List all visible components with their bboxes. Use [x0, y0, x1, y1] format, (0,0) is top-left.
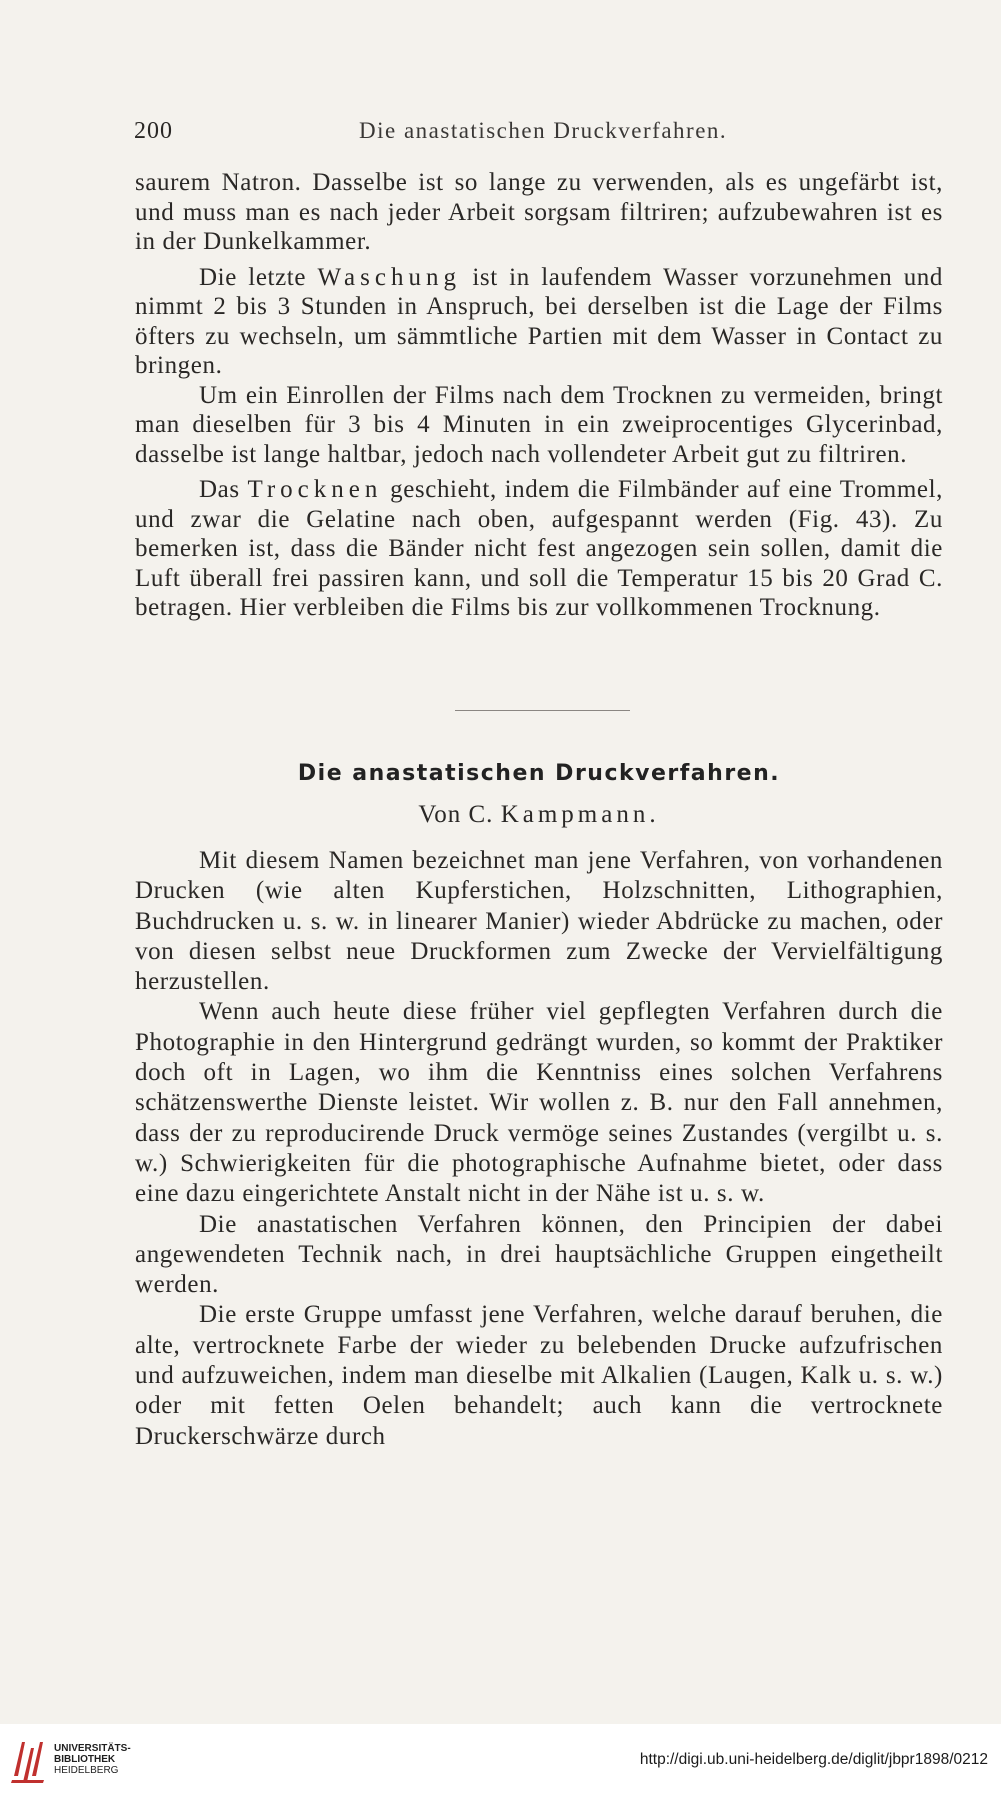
text-run: Wenn auch heute diese früher viel gepflegten Verfahren durch die Photographie in den Hintergrund gedrängt wurden, so kommt der Praktiker doch oft in Lagen, wo ihm die Kenntniss eines solchen Verfahrens schätzenswerthe Dienste leistet. Wir wollen z. B. nur den Fall annehmen, dass der zu reproducirende Druck vermöge seines Zustandes (vergilbt u. s. w.) Schwierigkeiten für die photographische Aufnahme bietet, oder dass eine dazu eingerichtete Anstalt nicht in der Nähe ist u. s. w.: [135, 998, 943, 1208]
text-run: Um ein Einrollen der Films nach dem Trocknen zu vermeiden, bringt man dieselben für 3 bis 4 Minuten in ein zweiprocentiges Glycerinbad, dasselbe ist lange haltbar, jedoch nach vollendeter Arbeit gut zu filtriren.: [135, 381, 943, 468]
article-title: Die anastatischen Druckverfahren.: [297, 761, 781, 786]
library-name-line: BIBLIOTHEK: [54, 1754, 116, 1765]
paragraph: [135, 381, 943, 470]
text-run: Die erste Gruppe umfasst jene Verfahren, welche darauf beruhen, die alte, vertrocknete Farbe der wieder zu belebenden Drucke aufzufrischen und aufzuweichen, indem man dieselbe mit Alkalien (Laugen, Kalk u. s. w.) oder mit fetten Oelen behandelt; auch kann die vertrocknete Druckerschwärze durch: [135, 1301, 943, 1450]
paragraph: [135, 1210, 943, 1301]
text-run: Die letzte: [199, 263, 318, 291]
paragraph: [135, 997, 943, 1209]
text-run: Die anastatischen Verfahren können, den Principien der dabei angewendeten Technik nach, in drei hauptsächliche Gruppen eingetheilt werden.: [135, 1210, 943, 1299]
text-run: ist in laufendem Wasser vorzunehmen und nimmt 2 bis 3 Stunden in Anspruch, bei derselben ist die Lage der Films öfters zu wechseln, um sämmtliche Partien mit dem Wasser in Contact zu bringen.: [135, 263, 944, 379]
author-name: Kampmann.: [500, 801, 660, 828]
paragraph: [135, 475, 943, 623]
section-continuation: [135, 168, 943, 623]
text-run: Das: [199, 476, 248, 503]
article-author: [135, 801, 943, 829]
article-body: [135, 846, 943, 1452]
paragraph: [135, 263, 943, 381]
library-logo-icon: [10, 1736, 46, 1788]
section-divider: [455, 710, 630, 711]
library-name-line: HEIDELBERG: [54, 1765, 119, 1776]
emphasized-word: Waschung: [317, 263, 461, 291]
page-number: 200: [134, 118, 173, 144]
emphasized-word: Trocknen: [247, 476, 383, 503]
library-name-line: UNIVERSITÄTS-: [54, 1743, 131, 1754]
paragraph: saurem Natron. Dasselbe ist so lange zu verwenden, als es ungefärbt ist, und muss man es nach jeder Arbeit sorgsam filtriren; aufzubewahren ist es in der Dunkelkammer.: [135, 169, 943, 255]
running-title: Die anastatischen Druckverfahren.: [359, 118, 728, 143]
library-name: [54, 1743, 131, 1776]
text-run: Mit diesem Namen bezeichnet man jene Verfahren, von vorhandenen Drucken (wie alten Kupferstichen, Holzschnitten, Lithographien, Buchdrucken u. s. w. in linearer Manier) wieder Abdrücke zu machen, oder von diesen selbst neue Druckformen zum Zwecke der Vervielfältigung herzustellen.: [135, 847, 943, 996]
author-prefix: Von C.: [418, 801, 501, 828]
text-run: geschieht, indem die Filmbänder auf eine Trommel, und zwar die Gelatine nach oben, aufgespannt werden (Fig. 43). Zu bemerken ist, dass die Bänder nicht fest angezogen sein sollen, damit die Luft überall frei passiren kann, und soll die Temperatur 15 bis 20 Grad C. betragen. Hier verbleiben die Films bis zur vollkommenen Trocknung.: [135, 476, 943, 621]
source-url-link[interactable]: http://digi.ub.uni-heidelberg.de/diglit/jbpr1898/0212: [639, 1751, 988, 1768]
paragraph: [135, 846, 943, 997]
digitization-footer: [0, 1724, 1001, 1799]
paragraph: [135, 1300, 943, 1451]
